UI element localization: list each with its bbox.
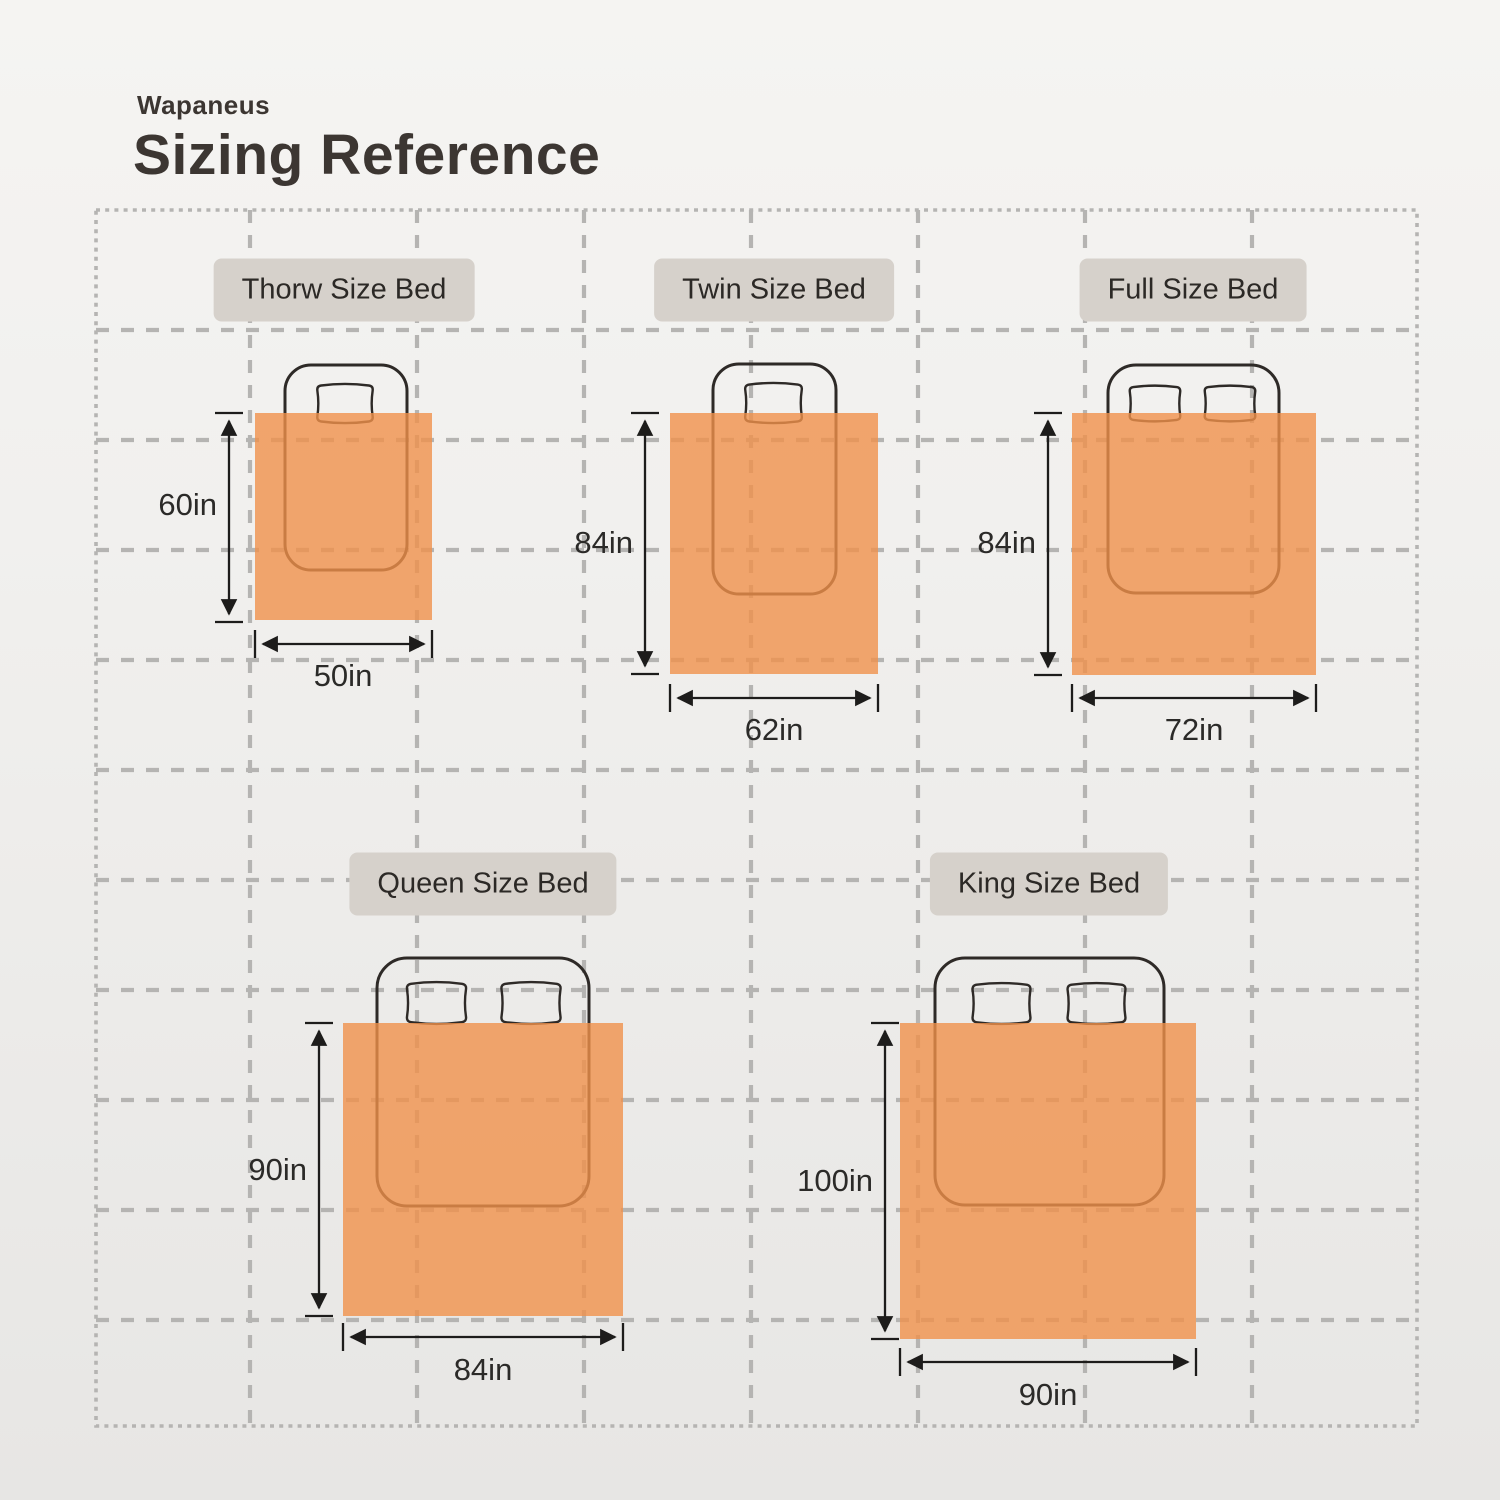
height-dimension-twin: 84in	[574, 525, 633, 560]
blanket-area	[255, 413, 432, 620]
brand-name: Wapaneus	[137, 90, 271, 120]
blanket-area	[1072, 413, 1316, 675]
bed-label-queen: Queen Size Bed	[349, 853, 616, 916]
page-title: Sizing Reference	[133, 123, 601, 187]
grid-inner-lines	[96, 210, 1417, 1426]
bed-label-king: King Size Bed	[930, 853, 1168, 916]
width-dimension-full: 72in	[1164, 712, 1224, 747]
height-dimension-queen: 90in	[248, 1152, 307, 1187]
blanket-area	[343, 1023, 623, 1316]
bed-label-twin: Twin Size Bed	[654, 259, 894, 322]
width-dimension-queen: 84in	[453, 1352, 513, 1387]
height-dimension-king: 100in	[797, 1163, 873, 1198]
bed-label-full: Full Size Bed	[1080, 259, 1307, 322]
bed-diagram-throw	[215, 365, 432, 658]
width-dimension-king: 90in	[1018, 1377, 1078, 1412]
grid-border	[96, 210, 1417, 1426]
height-dimension-full: 84in	[977, 525, 1036, 560]
grid	[96, 210, 1417, 1426]
bed-diagram-twin	[631, 364, 878, 712]
bed-label-throw: Thorw Size Bed	[214, 259, 475, 322]
width-dimension-twin: 62in	[744, 712, 804, 747]
width-dimension-throw: 50in	[313, 658, 373, 693]
bed-diagram-queen	[305, 958, 623, 1351]
bed-diagram-full	[1034, 365, 1316, 712]
blanket-area	[900, 1023, 1196, 1339]
blanket-area	[670, 413, 878, 674]
height-dimension-throw: 60in	[158, 487, 217, 522]
